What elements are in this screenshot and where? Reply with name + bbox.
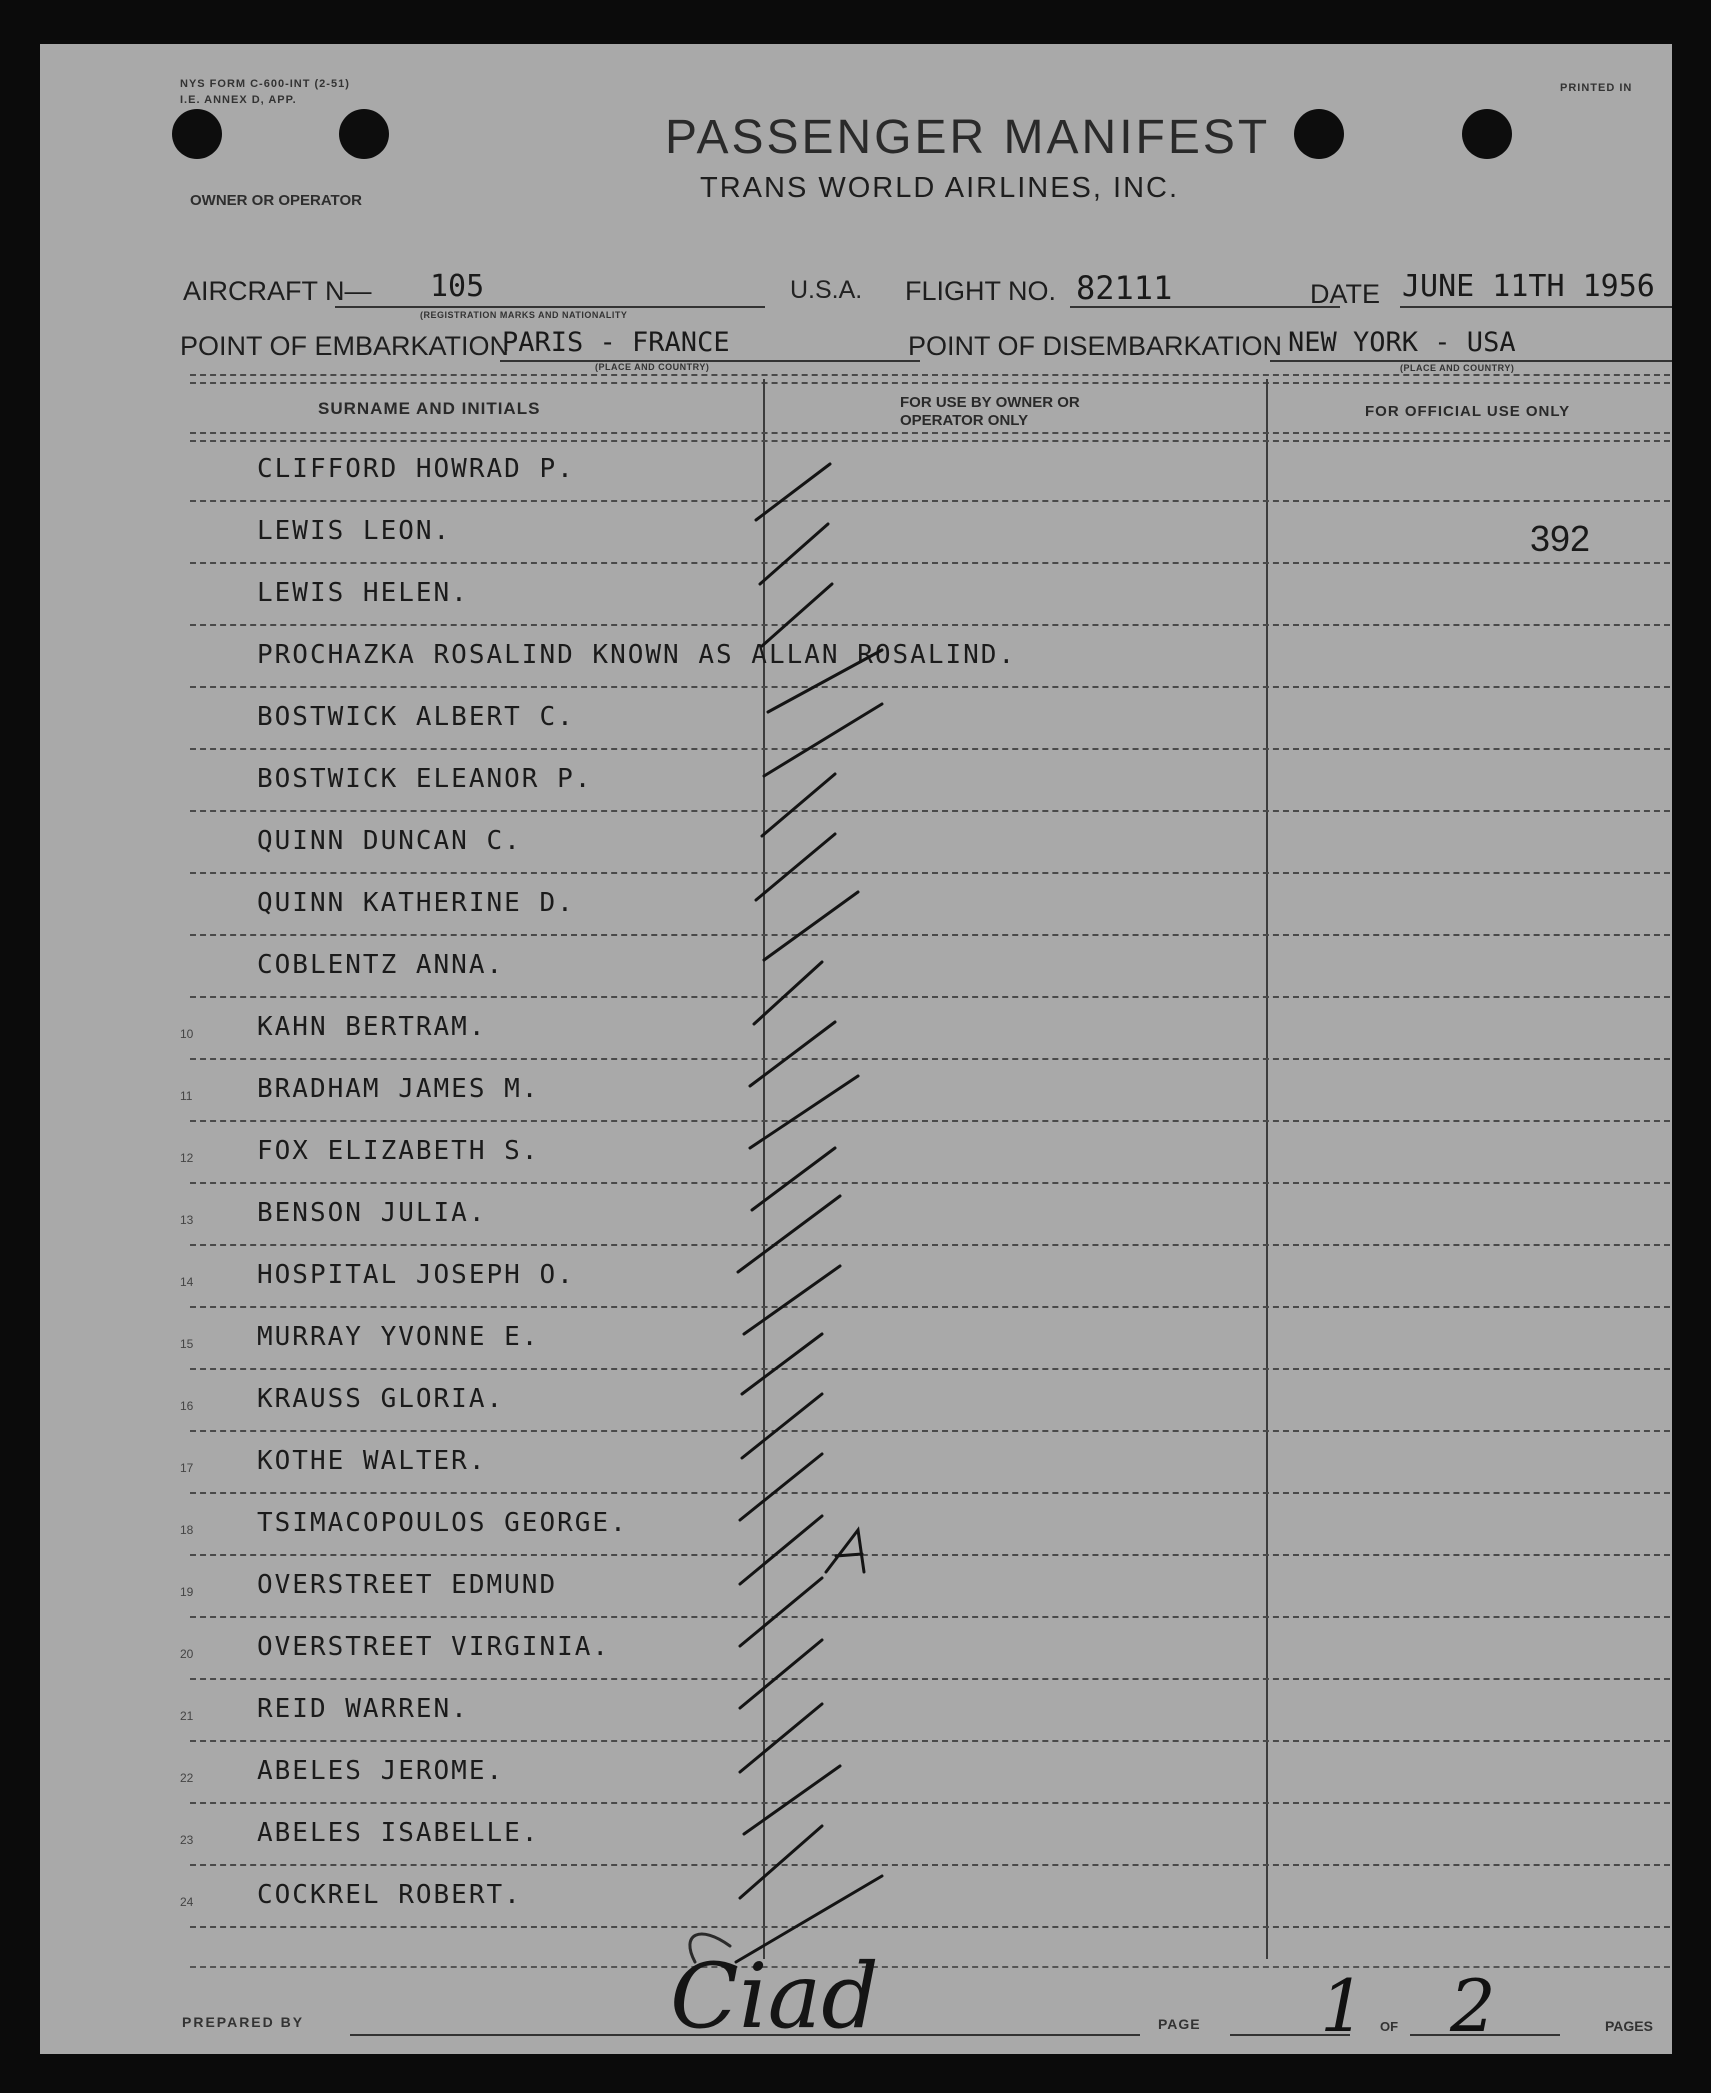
official-use-number: 392 <box>1530 518 1591 559</box>
check-mark <box>744 1766 840 1834</box>
passenger-name: HOSPITAL JOSEPH O. <box>257 1260 575 1290</box>
passenger-name: COBLENTZ ANNA. <box>257 950 505 980</box>
row-number: 23 <box>180 1833 194 1847</box>
passenger-name: OVERSTREET EDMUND <box>257 1570 558 1600</box>
owner-operator-label: OWNER OR OPERATOR <box>190 192 362 209</box>
check-mark <box>762 774 835 836</box>
check-mark <box>742 1334 822 1394</box>
check-mark <box>740 1516 822 1584</box>
passenger-name: REID WARREN. <box>257 1694 469 1724</box>
page-label: PAGE <box>1158 2016 1201 2032</box>
date-label: DATE <box>1310 279 1381 309</box>
passenger-name: BENSON JULIA. <box>257 1198 487 1228</box>
check-mark <box>740 1578 822 1646</box>
check-mark <box>754 962 822 1024</box>
row-number: 12 <box>180 1151 194 1165</box>
check-mark <box>756 464 830 520</box>
aircraft-number: 105 <box>430 269 485 304</box>
check-mark <box>760 524 828 584</box>
check-mark <box>752 1148 835 1210</box>
passenger-name: ABELES ISABELLE. <box>257 1818 540 1848</box>
passenger-name: KRAUSS GLORIA. <box>257 1384 505 1414</box>
passenger-name: BOSTWICK ELEANOR P. <box>257 764 593 794</box>
flight-number: 82111 <box>1076 269 1173 307</box>
passenger-name: CLIFFORD HOWRAD P. <box>257 454 575 484</box>
column-header-official: FOR OFFICIAL USE ONLY <box>1365 403 1571 420</box>
row-number: 15 <box>180 1337 194 1351</box>
form-annex: I.E. ANNEX D, APP. <box>180 94 297 106</box>
embarkation-value: PARIS - FRANCE <box>502 327 730 358</box>
row-number: 16 <box>180 1399 194 1413</box>
flight-label: FLIGHT NO. <box>905 276 1057 306</box>
passenger-name: BRADHAM JAMES M. <box>257 1074 540 1104</box>
check-mark <box>756 834 835 900</box>
passenger-name: COCKREL ROBERT. <box>257 1880 522 1910</box>
row-number: 18 <box>180 1523 194 1537</box>
passenger-name: QUINN KATHERINE D. <box>257 888 575 918</box>
check-mark <box>740 1640 822 1708</box>
check-mark <box>768 650 882 712</box>
printed-note: PRINTED IN <box>1560 82 1633 94</box>
passenger-name: PROCHAZKA ROSALIND KNOWN AS ALLAN ROSALIND. <box>257 640 1017 670</box>
passenger-name: ABELES JEROME. <box>257 1756 505 1786</box>
row-number: 10 <box>180 1027 194 1041</box>
prepared-by-label: PREPARED BY <box>182 2014 305 2030</box>
page-number: 1 <box>1320 1964 1366 2048</box>
column-header-surname: SURNAME AND INITIALS <box>318 399 541 418</box>
check-mark <box>764 892 858 960</box>
registration-caption: (REGISTRATION MARKS AND NATIONALITY <box>420 310 628 320</box>
check-mark <box>764 704 882 776</box>
document-title: PASSENGER MANIFEST <box>665 111 1271 164</box>
row-number: 17 <box>180 1461 194 1475</box>
passenger-name: KAHN BERTRAM. <box>257 1012 487 1042</box>
embarkation-label: POINT OF EMBARKATION <box>180 331 510 361</box>
of-label: OF <box>1380 2019 1399 2034</box>
check-mark <box>742 1394 822 1458</box>
aircraft-label: AIRCRAFT N— <box>183 276 372 306</box>
signature: Ciad <box>670 1944 879 2049</box>
passenger-name: FOX ELIZABETH S. <box>257 1136 540 1166</box>
passenger-name: QUINN DUNCAN C. <box>257 826 522 856</box>
handwritten-mark <box>826 1530 864 1572</box>
usa-label: U.S.A. <box>790 276 863 304</box>
passenger-name: TSIMACOPOULOS GEORGE. <box>257 1508 628 1538</box>
check-mark <box>750 1022 835 1086</box>
passenger-name: OVERSTREET VIRGINIA. <box>257 1632 611 1662</box>
check-mark <box>740 1704 822 1772</box>
passenger-name: LEWIS LEON. <box>257 516 452 546</box>
passenger-name: LEWIS HELEN. <box>257 578 469 608</box>
date-value: JUNE 11TH 1956 <box>1402 269 1655 304</box>
row-number: 24 <box>180 1895 194 1909</box>
row-number: 13 <box>180 1213 194 1227</box>
manifest-sheet <box>40 44 1672 2054</box>
column-header-operator: FOR USE BY OWNER OR OPERATOR ONLY <box>900 394 1080 429</box>
disembarkation-value: NEW YORK - USA <box>1288 327 1516 358</box>
check-mark <box>740 1826 822 1898</box>
row-number: 22 <box>180 1771 194 1785</box>
row-number: 19 <box>180 1585 194 1599</box>
passenger-name: BOSTWICK ALBERT C. <box>257 702 575 732</box>
airline-name: TRANS WORLD AIRLINES, INC. <box>700 172 1180 204</box>
pages-label: PAGES <box>1605 2018 1653 2034</box>
check-mark <box>750 1076 858 1148</box>
passenger-name: KOTHE WALTER. <box>257 1446 487 1476</box>
row-number: 11 <box>180 1089 193 1103</box>
form-number: NYS FORM C-600-INT (2-51) <box>180 78 350 90</box>
passenger-name: MURRAY YVONNE E. <box>257 1322 540 1352</box>
check-mark <box>744 1266 840 1334</box>
place-country-caption: (PLACE AND COUNTRY) <box>1400 363 1515 373</box>
row-number: 20 <box>180 1647 194 1661</box>
total-pages: 2 <box>1450 1964 1496 2048</box>
check-marks <box>40 44 1672 2054</box>
place-caption: (PLACE AND COUNTRY) <box>595 362 710 372</box>
check-mark <box>762 584 832 646</box>
row-number: 14 <box>180 1275 194 1289</box>
disembarkation-label: POINT OF DISEMBARKATION <box>908 331 1283 361</box>
check-mark <box>740 1454 822 1520</box>
row-number: 21 <box>180 1709 194 1723</box>
